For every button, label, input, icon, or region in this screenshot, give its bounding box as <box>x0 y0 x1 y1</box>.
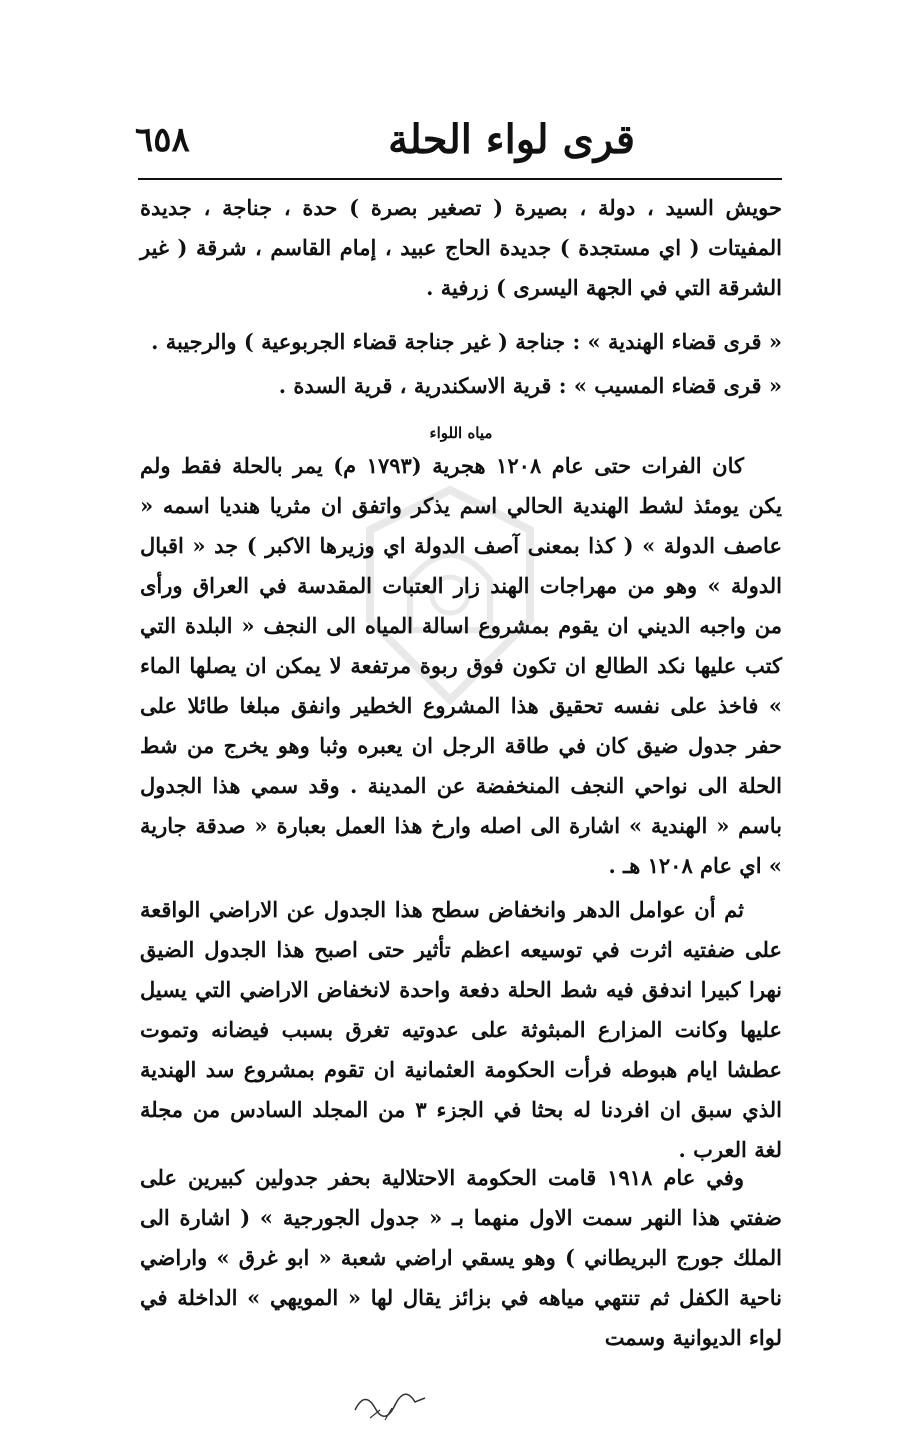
page-header <box>135 112 785 172</box>
header-rule <box>138 178 782 180</box>
paragraph-1: كان الفرات حتى عام ١٢٠٨ هجرية (١٧٩٣ م) يمر بالحلة فقط ولم يكن يومئذ لشط الهندية الحالي اسم يذكر واتفق ان مثريا هنديا اسمه « عاصف الدولة » ( كذا بمعنى آصف الدولة اي وزيرها الاكبر ) جد « اقبال الدولة » وهو من مهراجات الهند زار العتبات المقدسة في العراق ورأى من واجبه الديني ان يقوم بمشروع اسالة المياه الى النجف « البلدة التي كتب عليها نكد الطالع ان تكون فوق ربوة مرتفعة لا يمكن ان يصلها الماء » فاخذ على نفسه تحقيق هذا المشروع الخطير وانفق مبلغا طائلا على حفر جدول ضيق كان في طاقة الرجل ان يعبره وثبا وهو يخرج من شط الحلة الى نواحي النجف المنخفضة عن المدينة . وقد سمي هذا الجدول باسم « الهندية » اشارة الى اصله وارخ هذا العمل بعبارة « صدقة جارية » اي عام ١٢٠٨ هـ . <box>140 453 782 878</box>
paragraph-2: ثم أن عوامل الدهر وانخفاض سطح هذا الجدول عن الاراضي الواقعة على ضفتيه اثرت في توسيعه اعظم تأثير حتى اصبح هذا الجدول الضيق نهرا كبيرا اندفق فيه شط الحلة دفعة واحدة لانخفاض الاراضي التي يسيل عليها وكانت المزارع المبثوثة على عدوتيه تغرق بسبب فيضانه وتموت عطشا ايام هبوطه فرأت الحكومة العثمانية ان تقوم بمشروع سد الهندية الذي سبق ان افردنا له بحثا في الجزء ٣ من المجلد السادس من مجلة لغة العرب . <box>140 897 783 1162</box>
musayyib-villages-line: « قرى قضاء المسيب » : قرية الاسكندرية ، قرية السدة . <box>278 373 782 398</box>
section-heading: مياه اللواء <box>429 424 493 442</box>
continued-paragraph: حويش السيد ، دولة ، بصيرة ( تصغير بصرة ) حدة ، جناجة ، جديدة المفيتات ( اي مستجدة ) جديدة الحاج عبيد ، إمام القاسم ، شرقة ( غير الشرقة التي في الجهة اليسرى ) زرفية . <box>140 195 782 300</box>
page-number: ٦٥٨ <box>135 120 190 160</box>
running-title: قرى لواء الحلة <box>388 116 635 163</box>
handwritten-mark <box>350 1380 430 1425</box>
hindiya-villages-line: « قرى قضاء الهندية » : جناجة ( غير جناجة قضاء الجربوعية ) والرجيبة . <box>151 329 782 354</box>
paragraph-3: وفي عام ١٩١٨ قامت الحكومة الاحتلالية بحفر جدولين كبيرين على ضفتي هذا النهر سمت الاول منهما بـ « جدول الجورجية » ( اشارة الى الملك جورج البريطاني ) وهو يسقي اراضي شعبة « ابو غرق » واراضي ناحية الكفل ثم تنتهي مياهه في بزائز يقال لها « المويهي » الداخلة في لواء الديوانية وسمت <box>140 1165 782 1350</box>
